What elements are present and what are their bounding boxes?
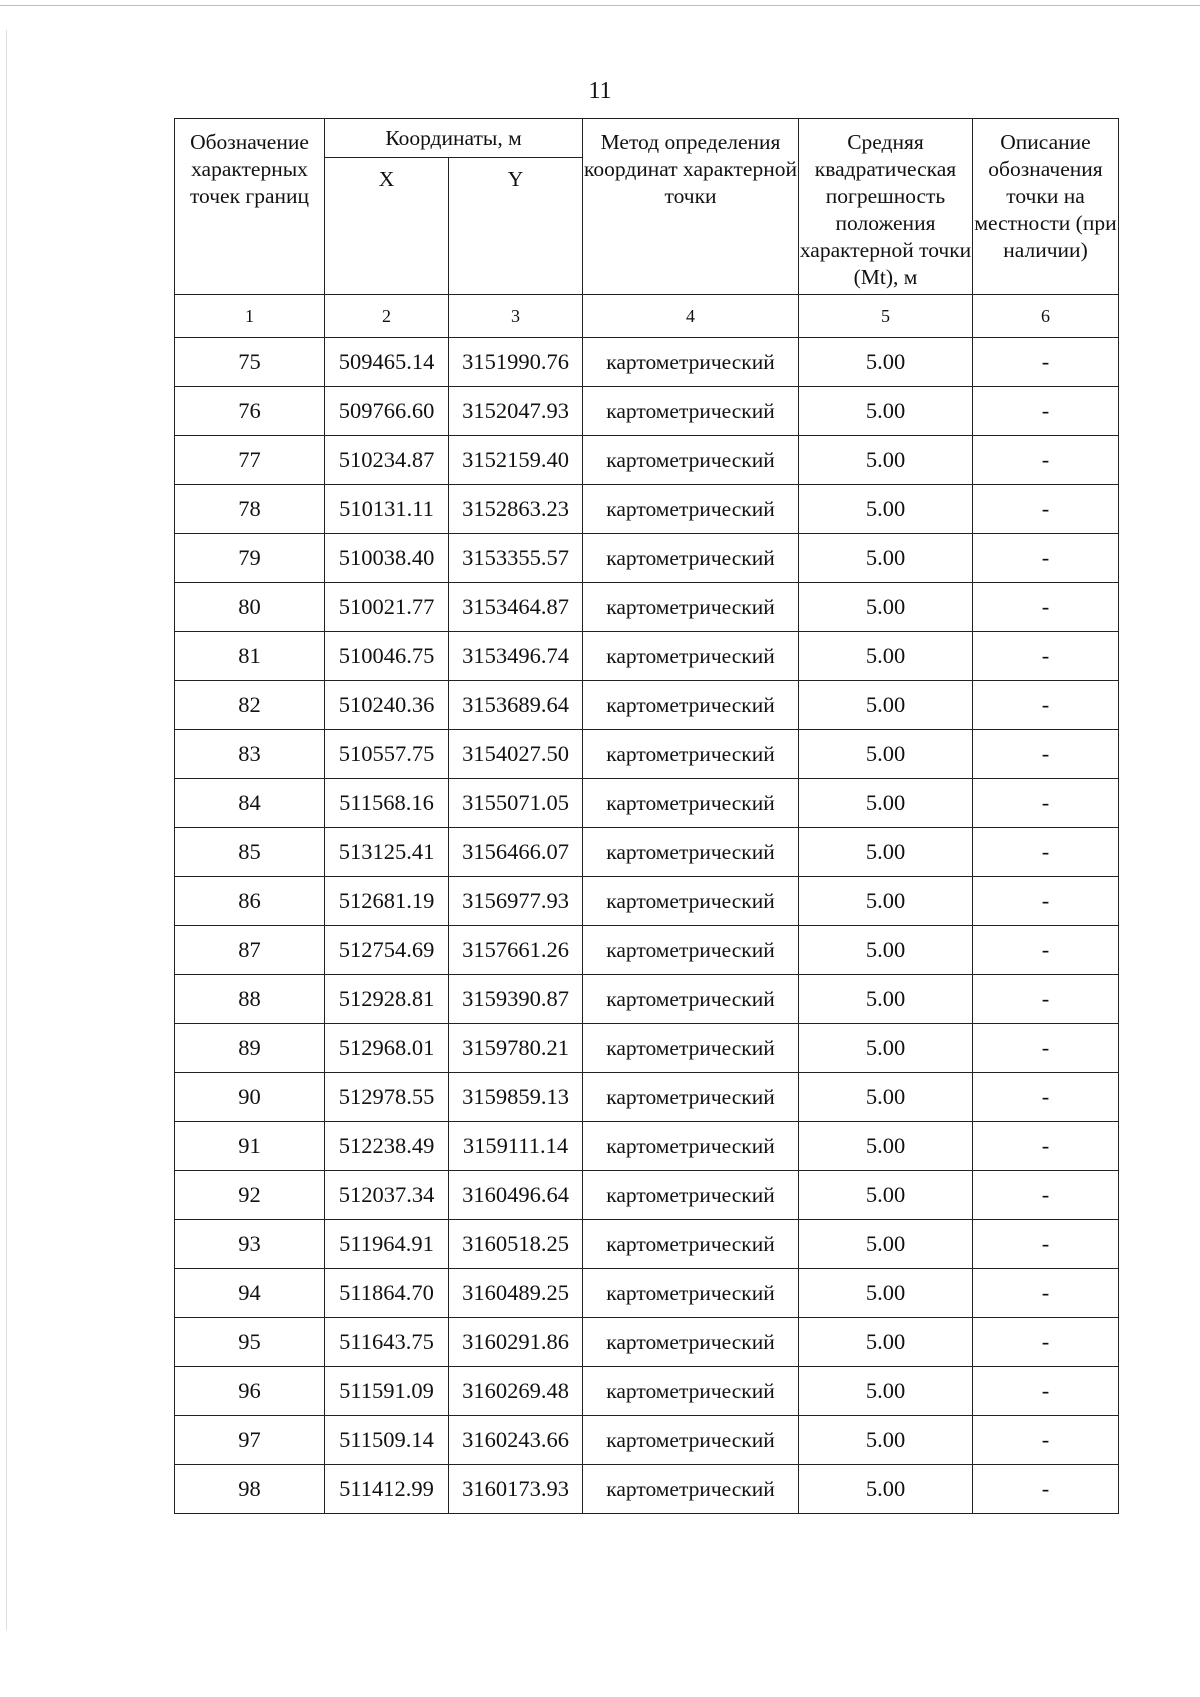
cell-error: 5.00	[799, 1073, 973, 1122]
cell-x: 510038.40	[325, 534, 449, 583]
cell-point: 78	[175, 485, 325, 534]
table-row	[175, 1318, 1119, 1367]
cell-point: 95	[175, 1318, 325, 1367]
cell-method: картометрический	[583, 1122, 799, 1171]
cell-x: 509465.14	[325, 338, 449, 387]
cell-y: 3160496.64	[449, 1171, 583, 1220]
cell-method: картометрический	[583, 1220, 799, 1269]
cell-x: 511864.70	[325, 1269, 449, 1318]
cell-y: 3159111.14	[449, 1122, 583, 1171]
cell-description: -	[973, 632, 1119, 681]
cell-method: картометрический	[583, 1465, 799, 1514]
table-row	[175, 1073, 1119, 1122]
cell-y: 3155071.05	[449, 779, 583, 828]
cell-y: 3159780.21	[449, 1024, 583, 1073]
table-row	[175, 583, 1119, 632]
cell-point: 79	[175, 534, 325, 583]
cell-description: -	[973, 436, 1119, 485]
cell-method: картометрический	[583, 1024, 799, 1073]
table-row	[175, 632, 1119, 681]
cell-x: 512681.19	[325, 877, 449, 926]
table-row	[175, 730, 1119, 779]
cell-point: 85	[175, 828, 325, 877]
cell-method: картометрический	[583, 730, 799, 779]
cell-point: 83	[175, 730, 325, 779]
cell-error: 5.00	[799, 877, 973, 926]
header-method: Метод определения координат характерной точки	[583, 119, 799, 295]
column-number: 5	[799, 295, 973, 338]
table-row	[175, 1465, 1119, 1514]
cell-method: картометрический	[583, 436, 799, 485]
cell-error: 5.00	[799, 338, 973, 387]
cell-x: 512037.34	[325, 1171, 449, 1220]
cell-x: 510046.75	[325, 632, 449, 681]
cell-description: -	[973, 1318, 1119, 1367]
cell-x: 511964.91	[325, 1220, 449, 1269]
cell-method: картометрический	[583, 975, 799, 1024]
header-point: Обозначение характерных точек границ	[175, 119, 325, 295]
cell-point: 89	[175, 1024, 325, 1073]
cell-y: 3152863.23	[449, 485, 583, 534]
table-row	[175, 877, 1119, 926]
table-row	[175, 1220, 1119, 1269]
cell-y: 3160489.25	[449, 1269, 583, 1318]
table-row	[175, 828, 1119, 877]
column-number-row	[175, 295, 1119, 338]
cell-point: 97	[175, 1416, 325, 1465]
cell-error: 5.00	[799, 1171, 973, 1220]
cell-point: 84	[175, 779, 325, 828]
cell-x: 512968.01	[325, 1024, 449, 1073]
cell-point: 80	[175, 583, 325, 632]
table-row	[175, 1416, 1119, 1465]
cell-error: 5.00	[799, 1269, 973, 1318]
cell-point: 94	[175, 1269, 325, 1318]
cell-y: 3160173.93	[449, 1465, 583, 1514]
cell-method: картометрический	[583, 681, 799, 730]
cell-error: 5.00	[799, 1318, 973, 1367]
cell-description: -	[973, 1465, 1119, 1514]
cell-method: картометрический	[583, 779, 799, 828]
cell-method: картометрический	[583, 1367, 799, 1416]
cell-x: 510557.75	[325, 730, 449, 779]
cell-y: 3153689.64	[449, 681, 583, 730]
cell-x: 510234.87	[325, 436, 449, 485]
column-number: 6	[973, 295, 1119, 338]
table-row	[175, 1122, 1119, 1171]
column-number: 1	[175, 295, 325, 338]
cell-error: 5.00	[799, 534, 973, 583]
column-number: 4	[583, 295, 799, 338]
table-row	[175, 1024, 1119, 1073]
table-row	[175, 485, 1119, 534]
cell-method: картометрический	[583, 583, 799, 632]
header-row	[175, 119, 1119, 158]
cell-method: картометрический	[583, 1318, 799, 1367]
cell-point: 92	[175, 1171, 325, 1220]
table-body	[175, 338, 1119, 1514]
cell-point: 88	[175, 975, 325, 1024]
header-error: Средняя квадратическая погрешность положения характерной точки (Mt), м	[799, 119, 973, 295]
cell-x: 511643.75	[325, 1318, 449, 1367]
cell-description: -	[973, 387, 1119, 436]
cell-description: -	[973, 975, 1119, 1024]
cell-error: 5.00	[799, 1367, 973, 1416]
cell-point: 96	[175, 1367, 325, 1416]
cell-method: картометрический	[583, 1416, 799, 1465]
cell-x: 511591.09	[325, 1367, 449, 1416]
cell-description: -	[973, 730, 1119, 779]
cell-y: 3160291.86	[449, 1318, 583, 1367]
cell-method: картометрический	[583, 534, 799, 583]
cell-error: 5.00	[799, 387, 973, 436]
table-row	[175, 1171, 1119, 1220]
page-number: 11	[588, 78, 612, 104]
cell-error: 5.00	[799, 632, 973, 681]
scan-edge-left	[6, 30, 7, 1630]
cell-description: -	[973, 1220, 1119, 1269]
column-number: 2	[325, 295, 449, 338]
header-description: Описание обозначения точки на местности (при наличии)	[973, 119, 1119, 295]
cell-y: 3154027.50	[449, 730, 583, 779]
cell-description: -	[973, 1122, 1119, 1171]
cell-x: 512754.69	[325, 926, 449, 975]
cell-y: 3159390.87	[449, 975, 583, 1024]
cell-description: -	[973, 779, 1119, 828]
cell-point: 98	[175, 1465, 325, 1514]
table-row	[175, 387, 1119, 436]
cell-x: 512928.81	[325, 975, 449, 1024]
cell-error: 5.00	[799, 1465, 973, 1514]
cell-description: -	[973, 828, 1119, 877]
cell-error: 5.00	[799, 485, 973, 534]
table-row	[175, 1367, 1119, 1416]
table-row	[175, 1269, 1119, 1318]
cell-method: картометрический	[583, 387, 799, 436]
table-row	[175, 926, 1119, 975]
cell-y: 3156977.93	[449, 877, 583, 926]
cell-error: 5.00	[799, 436, 973, 485]
table-row	[175, 681, 1119, 730]
cell-error: 5.00	[799, 926, 973, 975]
cell-x: 509766.60	[325, 387, 449, 436]
cell-point: 86	[175, 877, 325, 926]
cell-description: -	[973, 1024, 1119, 1073]
cell-description: -	[973, 1269, 1119, 1318]
header-y: Y	[449, 158, 583, 295]
cell-x: 512978.55	[325, 1073, 449, 1122]
cell-y: 3160269.48	[449, 1367, 583, 1416]
cell-method: картометрический	[583, 926, 799, 975]
cell-x: 511568.16	[325, 779, 449, 828]
table-row	[175, 534, 1119, 583]
cell-description: -	[973, 1367, 1119, 1416]
cell-y: 3152159.40	[449, 436, 583, 485]
boundary-points-table	[174, 118, 1119, 1514]
cell-method: картометрический	[583, 485, 799, 534]
cell-description: -	[973, 338, 1119, 387]
cell-error: 5.00	[799, 1122, 973, 1171]
cell-method: картометрический	[583, 1269, 799, 1318]
cell-error: 5.00	[799, 583, 973, 632]
table-row	[175, 436, 1119, 485]
cell-x: 510131.11	[325, 485, 449, 534]
header-coordinates: Координаты, м	[325, 119, 583, 158]
cell-x: 510240.36	[325, 681, 449, 730]
cell-error: 5.00	[799, 975, 973, 1024]
table-row	[175, 975, 1119, 1024]
header-x: X	[325, 158, 449, 295]
table-row	[175, 338, 1119, 387]
cell-x: 511509.14	[325, 1416, 449, 1465]
cell-description: -	[973, 1171, 1119, 1220]
cell-method: картометрический	[583, 632, 799, 681]
cell-error: 5.00	[799, 828, 973, 877]
cell-y: 3152047.93	[449, 387, 583, 436]
cell-y: 3156466.07	[449, 828, 583, 877]
cell-point: 90	[175, 1073, 325, 1122]
cell-description: -	[973, 681, 1119, 730]
cell-x: 512238.49	[325, 1122, 449, 1171]
cell-y: 3160518.25	[449, 1220, 583, 1269]
cell-point: 76	[175, 387, 325, 436]
cell-description: -	[973, 926, 1119, 975]
cell-error: 5.00	[799, 779, 973, 828]
cell-method: картометрический	[583, 1171, 799, 1220]
cell-description: -	[973, 534, 1119, 583]
cell-error: 5.00	[799, 1416, 973, 1465]
cell-y: 3159859.13	[449, 1073, 583, 1122]
cell-error: 5.00	[799, 1220, 973, 1269]
cell-point: 87	[175, 926, 325, 975]
cell-description: -	[973, 583, 1119, 632]
table-row	[175, 779, 1119, 828]
cell-description: -	[973, 877, 1119, 926]
cell-y: 3153355.57	[449, 534, 583, 583]
scan-edge-top	[0, 5, 1200, 6]
cell-y: 3153496.74	[449, 632, 583, 681]
cell-error: 5.00	[799, 1024, 973, 1073]
cell-x: 511412.99	[325, 1465, 449, 1514]
cell-method: картометрический	[583, 828, 799, 877]
cell-y: 3160243.66	[449, 1416, 583, 1465]
cell-description: -	[973, 485, 1119, 534]
cell-description: -	[973, 1073, 1119, 1122]
column-number: 3	[449, 295, 583, 338]
cell-y: 3157661.26	[449, 926, 583, 975]
cell-y: 3153464.87	[449, 583, 583, 632]
cell-y: 3151990.76	[449, 338, 583, 387]
cell-point: 93	[175, 1220, 325, 1269]
cell-point: 75	[175, 338, 325, 387]
cell-x: 513125.41	[325, 828, 449, 877]
cell-point: 91	[175, 1122, 325, 1171]
cell-point: 82	[175, 681, 325, 730]
cell-error: 5.00	[799, 681, 973, 730]
cell-error: 5.00	[799, 730, 973, 779]
cell-point: 77	[175, 436, 325, 485]
cell-point: 81	[175, 632, 325, 681]
cell-method: картометрический	[583, 1073, 799, 1122]
cell-x: 510021.77	[325, 583, 449, 632]
cell-method: картометрический	[583, 877, 799, 926]
cell-method: картометрический	[583, 338, 799, 387]
cell-description: -	[973, 1416, 1119, 1465]
